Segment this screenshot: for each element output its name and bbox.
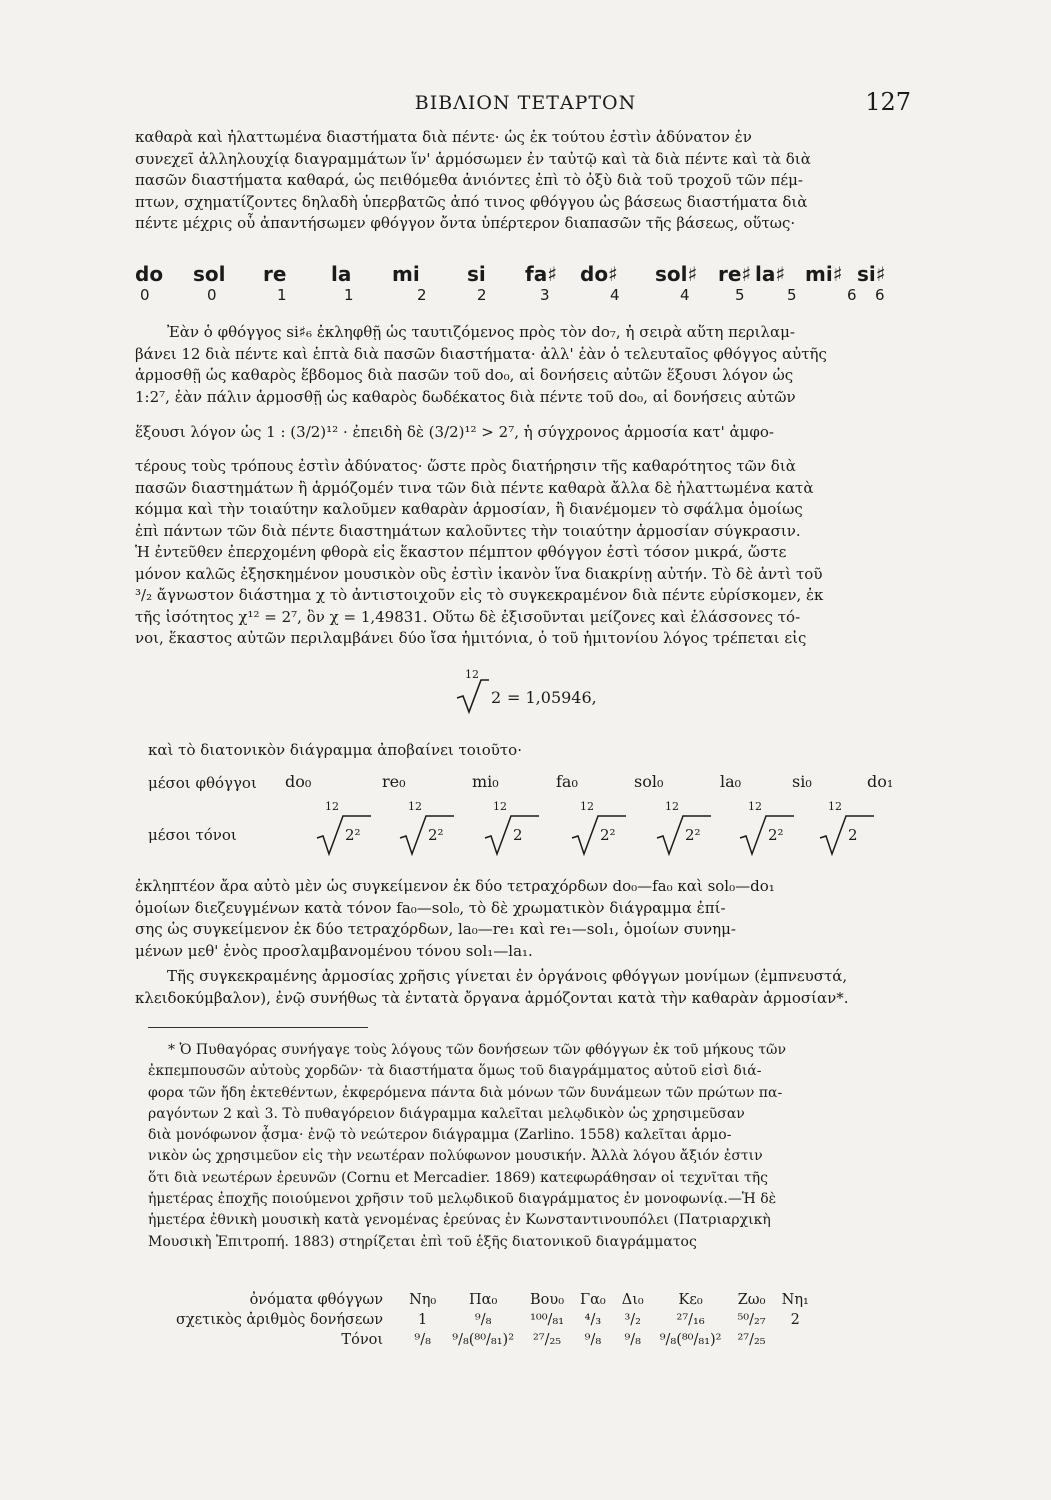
scale-note: mi♯ xyxy=(805,262,843,286)
table-cell: Πα₀ xyxy=(469,1292,498,1308)
table-cell: Νη₁ xyxy=(781,1292,809,1308)
row-label: ὀνόματα φθόγγων xyxy=(249,1292,384,1308)
text-line: ἕξουσι λόγον ὡς 1 : (3/2)¹² · ἐπειδὴ δὲ (3/2)¹² > 2⁷, ἡ σύγχρονος ἁρμοσία κατ' ἀμφο- xyxy=(135,423,774,441)
table-cell: ⁹/₈ xyxy=(584,1332,602,1348)
text-line: Ἡ ἐντεῦθεν ἐπερχομένη φθορὰ εἰς ἕκαστον πέμπτον φθόγγον ἐστὶ τόσον μικρά, ὥστε xyxy=(135,543,787,561)
footnote-line: Μουσικὴ Ἐπιτροπή. 1883) στηρίζεται ἐπὶ τοῦ ἑξῆς διατονικοῦ διαγράμματος xyxy=(148,1233,697,1250)
diagram-note: mi₀ xyxy=(472,772,499,791)
scale-index: 5 xyxy=(735,286,745,304)
intro-paragraph xyxy=(135,127,910,235)
table-cell: ²⁷/₂₅ xyxy=(532,1332,562,1348)
table-cell: ⁵⁰/₂₇ xyxy=(737,1312,766,1328)
diagram-note: do₁ xyxy=(867,772,894,791)
scale-note: si♯ xyxy=(857,262,886,286)
footnote-line: φορα τῶν ἤδη ἐκτεθέντων, ἐκφερόμενα πάντα διὰ μόνων τῶν δυνάμεων τῶν πρώτων πα- xyxy=(148,1084,783,1101)
radical-sign-icon xyxy=(455,676,489,714)
text-line: ὁμοίων διεζευγμένων κατὰ τόνον fa₀—sol₀, τὸ δὲ χρωματικὸν διάγραμμα ἐπί- xyxy=(135,898,726,917)
scale-index: 5 xyxy=(787,286,797,304)
table-cell: Νη₀ xyxy=(409,1292,437,1308)
diagram-intro: καὶ τὸ διατονικὸν διάγραμμα ἀποβαίνει τοιοῦτο· xyxy=(148,741,522,759)
scale-index: 4 xyxy=(680,286,690,304)
footnote-line: * Ὁ Πυθαγόρας συνήγαγε τοὺς λόγους τῶν δονήσεων τῶν φθόγγων ἐκ τοῦ μήκους τῶν xyxy=(168,1042,786,1058)
row-label: σχετικὸς ἀριθμὸς δονήσεων xyxy=(176,1312,384,1328)
footnote-line: ἐκπεμπουσῶν αὐτοὺς χορδῶν· τὰ διαστήματα ὅμως τοῦ διαγράμματος αὐτοῦ εἰσὶ διά- xyxy=(148,1063,762,1080)
text-line: ἁρμοσθῇ ὡς καθαρὸς ἕβδομος διὰ πασῶν τοῦ do₀, αἱ δονήσεις αὐτῶν ἕξουσι λόγον ὡς xyxy=(135,366,794,384)
footnote xyxy=(148,1040,910,1253)
text-line: μένων μεθ' ἑνὸς προσλαμβανομένου τόνου sol₁—la₁. xyxy=(135,941,533,960)
table-cell: 1 xyxy=(418,1312,428,1328)
text-line: σης ὡς συγκείμενον ἐκ δύο τετραχόρδων, la₀—re₁ καὶ re₁—sol₁, ὁμοίων συνημ- xyxy=(135,920,736,938)
text-line: κλειδοκύμβαλον), ἐνῷ συνήθως τὰ ἐντατὰ ὄργανα ἁρμόζονται κατὰ τὴν καθαρὰν ἁρμοσίαν*. xyxy=(135,988,849,1007)
table-cell: Δι₀ xyxy=(621,1292,644,1308)
table-cell: ⁹/₈ xyxy=(414,1332,431,1348)
table-cell: Γα₀ xyxy=(580,1292,606,1308)
fifths-scale xyxy=(135,262,915,308)
text-line: μόνον καλῶς ἐξησκημένον μουσικὸν οὓς ἐστὶν ἱκανὸν ἵνα διακρίνῃ αὐτήν. Τὸ δὲ ἀντὶ τοῦ xyxy=(135,564,823,583)
table-row xyxy=(168,1330,817,1350)
radicand: 2 xyxy=(513,826,523,844)
text-line: 1:2⁷, ἐὰν πάλιν ἁρμοσθῇ ὡς καθαρὸς δωδέκατος διὰ πέντε τοῦ do₀, αἱ δονήσεις αὐτῶν xyxy=(135,387,796,406)
radicand: 2² xyxy=(600,826,616,844)
text-line: ἐπὶ πάντων τῶν διὰ πέντε διαστημάτων καλοῦντες τὴν τοιαύτην ἁρμοσίαν σύγκρασιν. xyxy=(135,521,801,540)
footnote-separator xyxy=(148,1027,368,1028)
scale-index: 2 xyxy=(477,286,487,304)
root-index: 12 xyxy=(748,800,762,813)
scale-index: 0 xyxy=(207,286,217,304)
table-cell: ¹⁰⁰/₈₁ xyxy=(530,1312,565,1328)
scale-index: 0 xyxy=(140,286,150,304)
tone-root xyxy=(315,800,375,856)
table-cell: ⁴/₃ xyxy=(584,1312,602,1328)
byzantine-scale-table xyxy=(168,1290,817,1350)
text-line: κόμμα καὶ τὴν τοιαύτην καλοῦμεν καθαρὰν ἁρμοσίαν, ἢ διανέμομεν τὸ σφάλμα ὁμοίως xyxy=(135,500,803,518)
table-cell: ²⁷/₂₅ xyxy=(737,1332,766,1348)
diagram-note: si₀ xyxy=(792,772,812,791)
radicand: 2² xyxy=(768,826,784,844)
root-index: 12 xyxy=(828,800,842,813)
root-index: 12 xyxy=(465,668,479,681)
root-index: 12 xyxy=(325,800,339,813)
table-cell: 2 xyxy=(790,1312,800,1328)
table-cell: Βου₀ xyxy=(530,1292,565,1308)
footnote-line: ὅτι διὰ νεωτέρων ἐρευνῶν (Cornu et Mercadier. 1869) κατεφωράθησαν οἱ τεχνῖται τῆς xyxy=(148,1169,768,1186)
root-index: 12 xyxy=(493,800,507,813)
text-line: καθαρὰ καὶ ἠλαττωμένα διαστήματα διὰ πέντε· ὡς ἐκ τούτου ἐστὶν ἀδύνατον ἐν xyxy=(135,128,752,146)
footnote-line: διὰ μονόφωνον ᾆσμα· ἐνῷ τὸ νεώτερον διάγραμμα (Zarlino. 1558) καλεῖται ἁρμο- xyxy=(148,1127,732,1144)
radicand: 2² xyxy=(428,826,444,844)
body-paragraph xyxy=(135,322,910,650)
scale-index: 1 xyxy=(344,286,354,304)
text-line: νοι, ἕκαστος αὐτῶν περιλαμβάνει δύο ἴσα ἡμιτόνια, ὁ τοῦ ἡμιτονίου λόγος τρέπεται εἰς xyxy=(135,629,807,647)
radicand: 2² xyxy=(345,826,361,844)
scale-note: la♯ xyxy=(755,262,786,286)
table-cell: ⁹/₈(⁸⁰/₈₁)² xyxy=(659,1332,722,1348)
scale-note: re xyxy=(263,262,287,286)
scale-index: 4 xyxy=(610,286,620,304)
table-cell: ²⁷/₁₆ xyxy=(676,1312,705,1328)
scale-index: 2 xyxy=(417,286,427,304)
scale-note: do♯ xyxy=(580,262,618,286)
table-cell: ⁹/₈(⁸⁰/₈₁)² xyxy=(452,1332,515,1348)
text-line: Ἐὰν ὁ φθόγγος si♯₆ ἐκληφθῇ ὡς ταυτιζόμενος πρὸς τὸν do₇, ἡ σειρὰ αὕτη περιλαμ- xyxy=(167,323,795,341)
root-formula xyxy=(455,668,675,716)
text-line: πασῶν διαστημάτων ἢ ἁρμόζομέν τινα τῶν διὰ πέντε καθαρὰ ἄλλα δὲ ἠλαττωμένα κατὰ xyxy=(135,478,814,497)
scale-index: 3 xyxy=(540,286,550,304)
scale-note: sol♯ xyxy=(655,262,698,286)
tones-row-label: μέσοι τόνοι xyxy=(148,826,237,844)
formula-result: = 1,05946, xyxy=(507,688,597,707)
table-cell: ⁹/₈ xyxy=(474,1312,492,1328)
text-line: τέρους τοὺς τρόπους ἐστὶν ἀδύνατος· ὥστε πρὸς διατήρησιν τῆς καθαρότητος τῶν διὰ xyxy=(135,457,796,475)
diagram-note: sol₀ xyxy=(634,772,664,791)
running-header: ΒΙΒΛΙΟΝ ΤΕΤΑΡΤΟΝ xyxy=(414,92,637,114)
diagram-note: re₀ xyxy=(382,772,406,791)
notes-row-label: μέσοι φθόγγοι xyxy=(148,774,257,792)
diagram-note: la₀ xyxy=(720,772,742,791)
tone-root xyxy=(483,800,543,856)
text-line: πασῶν διαστήματα καθαρά, ὡς πειθόμεθα ἀνιόντες ἐπὶ τὸ ὀξὺ διὰ τοῦ τροχοῦ τῶν πέμ- xyxy=(135,171,803,189)
radicand: 2 xyxy=(491,688,502,707)
scale-note: la xyxy=(331,262,352,286)
tone-root xyxy=(398,800,458,856)
table-cell: Κε₀ xyxy=(678,1292,703,1308)
scale-index: 6 xyxy=(875,286,885,304)
text-line: Τῆς συγκεκραμένης ἁρμοσίας χρῆσις γίνεται ἐν ὀργάνοις φθόγγων μονίμων (ἐμπνευστά, xyxy=(167,967,848,985)
scale-note: sol xyxy=(193,262,226,286)
radicand: 2² xyxy=(685,826,701,844)
scale-note: si xyxy=(467,262,486,286)
diagram-note: fa₀ xyxy=(556,772,578,791)
text-line: τῆς ἰσότητος χ¹² = 2⁷, ὃν χ = 1,49831. Οὕτω δὲ ἐξισοῦνται μείζονες καὶ ἐλάσσονες τό- xyxy=(135,607,801,626)
scale-index: 6 xyxy=(847,286,857,304)
footnote-line: ἡμετέρα ἐθνικὴ μουσικὴ κατὰ γενομένας ἐρεύνας ἐν Κωνσταντινουπόλει (Πατριαρχικὴ xyxy=(148,1212,771,1229)
tone-root xyxy=(570,800,630,856)
scale-note: do xyxy=(135,262,164,286)
page-number: 127 xyxy=(865,88,911,116)
root-index: 12 xyxy=(665,800,679,813)
table-cell: ³/₂ xyxy=(624,1312,641,1328)
root-index: 12 xyxy=(580,800,594,813)
radicand: 2 xyxy=(848,826,858,844)
root-index: 12 xyxy=(408,800,422,813)
table-row xyxy=(168,1290,817,1310)
row-label: Τόνοι xyxy=(341,1332,384,1348)
tone-root xyxy=(738,800,798,856)
scale-note: mi xyxy=(392,262,420,286)
text-line: συνεχεῖ ἀλληλουχίᾳ διαγραμμάτων ἵν' ἁρμόσωμεν ἐν ταὐτῷ καὶ τὰ διὰ πέντε καὶ τὰ διὰ xyxy=(135,149,811,168)
table-cell: Ζω₀ xyxy=(737,1292,766,1308)
text-line: ἐκληπτέον ἄρα αὐτὸ μὲν ὡς συγκείμενον ἐκ δύο τετραχόρδων do₀—fa₀ καὶ sol₀—do₁ xyxy=(135,877,775,895)
table-row xyxy=(168,1310,817,1330)
diagram-note: do₀ xyxy=(285,772,312,791)
scale-note: re♯ xyxy=(718,262,752,286)
footnote-line: νικὸν ὡς χρησιμεῦον εἰς τὴν νεωτέραν πολύφωνον μουσικήν. Ἀλλὰ λόγου ἄξιόν ἐστιν xyxy=(148,1148,763,1165)
tone-root xyxy=(818,800,878,856)
table-cell: ⁹/₈ xyxy=(624,1332,641,1348)
scale-note: fa♯ xyxy=(525,262,557,286)
footnote-line: ραγόντων 2 καὶ 3. Τὸ πυθαγόρειον διάγραμμα καλεῖται μελῳδικὸν ὡς χρησιμεῦσαν xyxy=(148,1105,745,1122)
footnote-line: ἡμετέρας ἐποχῆς ποιούμενοι χρῆσιν τοῦ μελῳδικοῦ διαγράμματος ἐν μονοφωνίᾳ.—Ἡ δὲ xyxy=(148,1191,777,1208)
scale-index: 1 xyxy=(277,286,287,304)
table-cell xyxy=(774,1330,817,1350)
text-line: ³/₂ ἄγνωστον διάστημα χ τὸ ἀντιστοιχοῦν εἰς τὸ συγκεκραμένον διὰ πέντε εὑρίσκομεν, ἐκ xyxy=(135,586,824,604)
text-line: βάνει 12 διὰ πέντε καὶ ἑπτὰ διὰ πασῶν διαστήματα· ἀλλ' ἐὰν ὁ τελευταῖος φθόγγος αὐτῆς xyxy=(135,344,827,363)
text-line: πτων, σχηματίζοντες δηλαδὴ ὑπερβατῶς ἀπό τινος φθόγγου ὡς βάσεως διαστήματα διὰ xyxy=(135,192,808,211)
text-line: πέντε μέχρις οὗ ἀπαντήσωμεν φθόγγον ὄντα ὑπέρτερον διαπασῶν τῆς βάσεως, οὕτως· xyxy=(135,214,796,232)
tone-root xyxy=(655,800,715,856)
after-paragraph xyxy=(135,876,910,1009)
